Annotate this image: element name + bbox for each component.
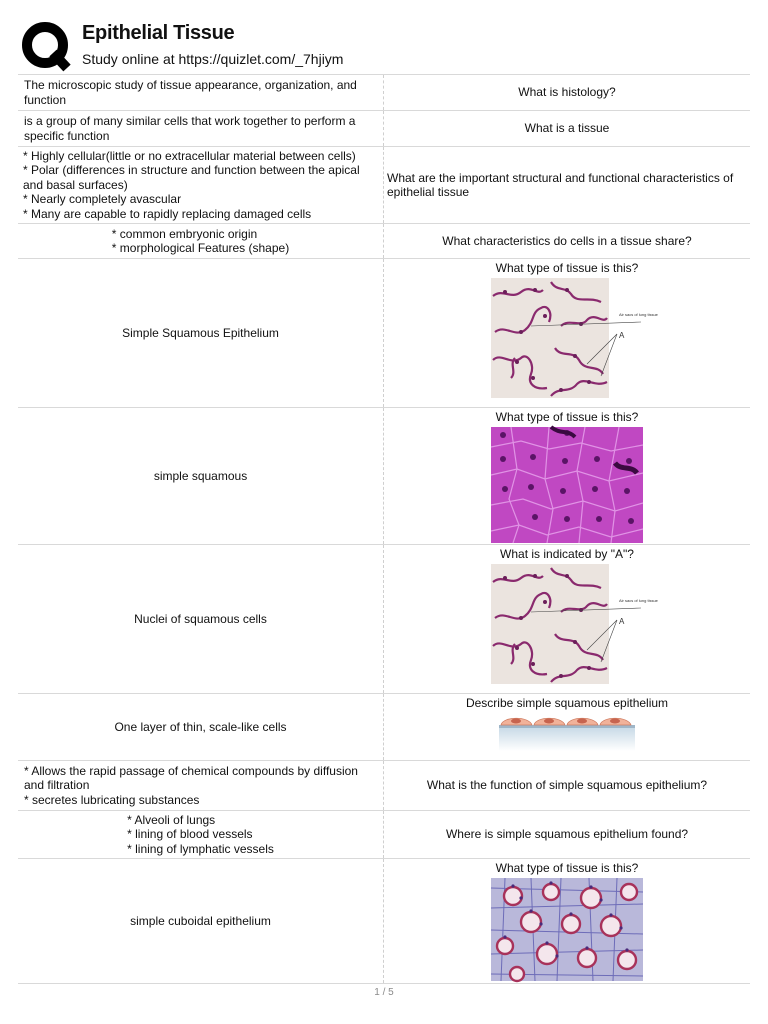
definition-line: * lining of blood vessels: [127, 827, 253, 842]
table-row: [18, 693, 750, 760]
definition-line: * Polar (differences in structure and function between the apical: [23, 163, 360, 178]
page-title: Epithelial Tissue: [82, 22, 235, 44]
definition-line: * common embryonic origin: [111, 226, 258, 241]
definition-cell: [18, 761, 384, 810]
definition-line: * Alveoli of lungs: [127, 812, 216, 827]
definition-line: The microscopic study of tissue appearance, organization, and: [24, 78, 357, 92]
cuboidal-micrograph-image: [491, 878, 643, 981]
page-number: 1 / 5: [374, 987, 394, 998]
term-cell: Where is simple squamous epithelium found?: [445, 827, 689, 842]
term-text: What is indicated by "A"?: [500, 547, 634, 561]
squamous-cell-diagram-image: [499, 713, 635, 751]
term-text: Describe simple squamous epithelium: [465, 696, 669, 710]
table-row: [18, 74, 750, 110]
definition-cell: Simple Squamous Epithelium: [18, 259, 384, 407]
definition-line: specific function: [24, 128, 110, 143]
definition-line: * Nearly completely avascular: [23, 192, 182, 207]
definition-line: * secretes lubricating substances: [24, 792, 200, 807]
definition-cell: [18, 224, 384, 258]
term-cell: [384, 545, 750, 693]
definition-line: * Many are capable to rapidly replacing damaged cells: [23, 206, 312, 221]
term-cell: What is a tissue: [524, 121, 610, 136]
table-row: [18, 110, 750, 146]
table-row: [18, 858, 750, 984]
term-cell: What are the important structural and functional characteristics of epithelial tissue: [387, 170, 734, 199]
definition-cell: [18, 75, 384, 110]
term-text: What type of tissue is this?: [495, 261, 639, 275]
definition-line: and filtration: [24, 778, 90, 793]
term-text: What type of tissue is this?: [495, 861, 639, 875]
air-sacs-label: Air sacs of lung tissue: [619, 597, 658, 603]
pointer-label: A: [619, 330, 625, 340]
definition-line: * Allows the rapid passage of chemical compounds by diffusion: [24, 763, 358, 778]
table-row: [18, 146, 750, 223]
flashcard-table: [18, 74, 750, 984]
definition-cell: [18, 111, 384, 146]
term-cell: [384, 259, 750, 407]
term-cell: [384, 408, 750, 544]
quizlet-logo-icon: [20, 20, 72, 72]
definition-cell: One layer of thin, scale-like cells: [18, 694, 384, 760]
definition-cell: simple cuboidal epithelium: [18, 859, 384, 983]
table-row: [18, 407, 750, 544]
definition-cell: simple squamous: [18, 408, 384, 544]
term-cell: [384, 694, 750, 760]
air-sacs-label: Air sacs of lung tissue: [619, 311, 658, 317]
table-row: [18, 544, 750, 693]
definition-cell: [18, 811, 384, 858]
definition-line: function: [24, 92, 67, 107]
definition-line: * morphological Features (shape): [111, 241, 290, 255]
term-cell: What characteristics do cells in a tissue share?: [442, 233, 692, 248]
definition-cell: [18, 147, 384, 223]
definition-line: is a group of many similar cells that work together to perform a: [24, 114, 356, 128]
table-row: [18, 760, 750, 810]
lung-alveoli-image: [491, 278, 658, 398]
definition-cell: Nuclei of squamous cells: [18, 545, 384, 693]
term-cell: What is histology?: [518, 85, 616, 100]
study-link[interactable]: Study online at https://quizlet.com/_7hjiym: [82, 51, 344, 67]
page-header: [18, 18, 750, 74]
definition-line: * Highly cellular(little or no extracellular material between cells): [23, 148, 356, 163]
term-text: What type of tissue is this?: [495, 410, 639, 424]
table-row: [18, 223, 750, 258]
lung-alveoli-image: [491, 564, 658, 684]
definition-line: * lining of lymphatic vessels: [127, 841, 274, 856]
definition-line: and basal surfaces): [23, 177, 128, 192]
table-row: [18, 810, 750, 858]
term-cell: [384, 859, 750, 983]
table-row: [18, 258, 750, 407]
pink-squamous-image: [491, 427, 643, 543]
term-cell: What is the function of simple squamous epithelium?: [426, 778, 708, 793]
pointer-label: A: [619, 616, 625, 626]
